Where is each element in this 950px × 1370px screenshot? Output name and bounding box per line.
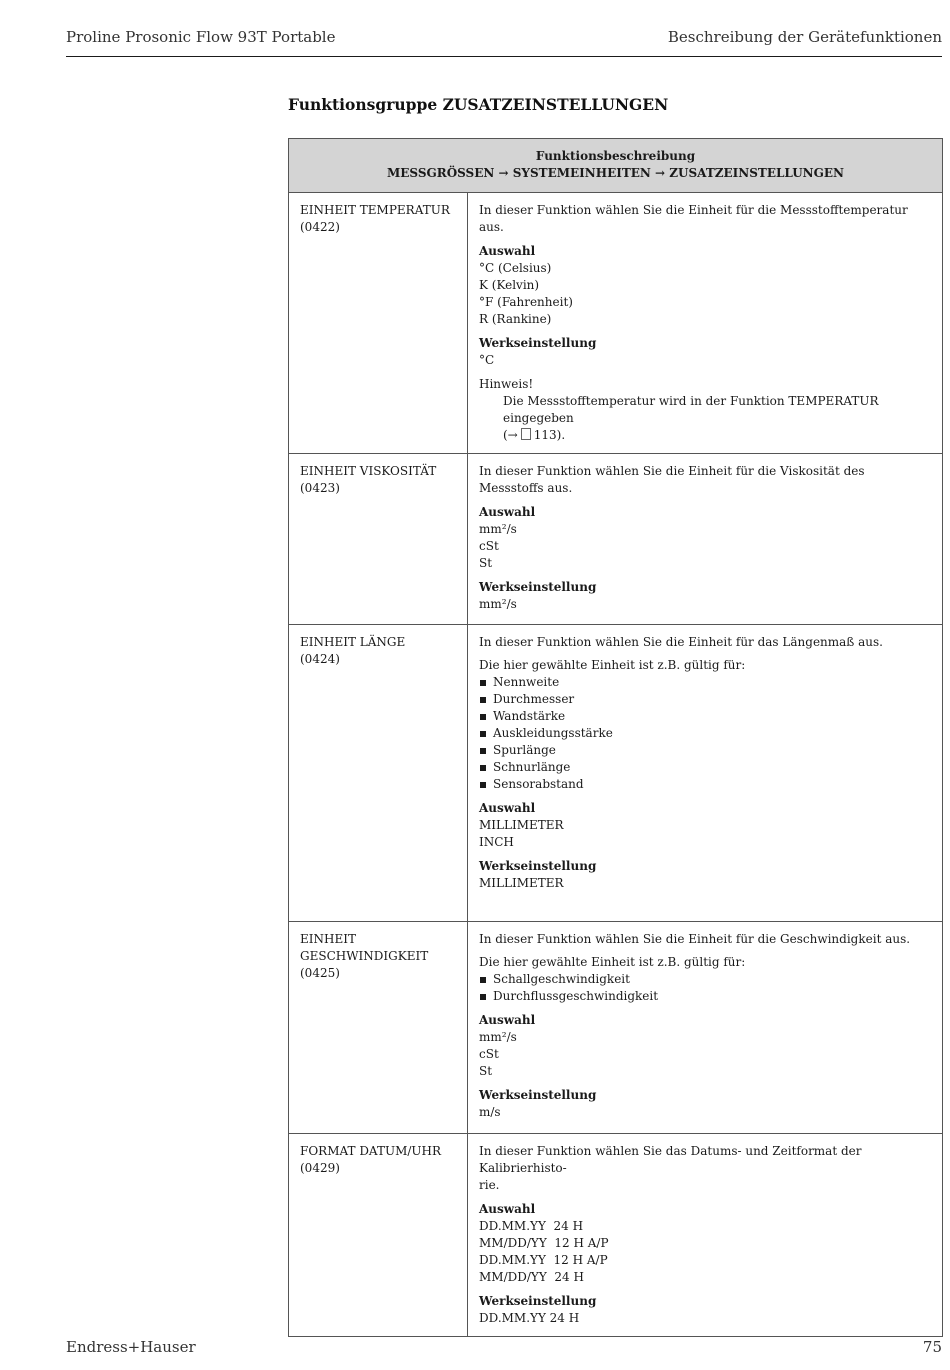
description-text: In dieser Funktion wählen Sie die Einheit für die Viskosität des Messstoffs aus. <box>479 464 865 495</box>
werkseinstellung-value: m/s <box>479 1105 501 1119</box>
option-item: St <box>479 556 493 570</box>
werkseinstellung-value: DD.MM.YY 24 H <box>479 1311 580 1325</box>
werkseinstellung-label: Werkseinstellung <box>479 1088 597 1102</box>
function-code: (0429) <box>300 1161 340 1175</box>
auswahl-label: Auswahl <box>479 244 536 258</box>
function-name: FORMAT DATUM/UHR <box>300 1144 442 1158</box>
list-item: Durchflussgeschwindigkeit <box>479 988 931 1005</box>
option-item: K (Kelvin) <box>479 278 540 292</box>
description-text: In dieser Funktion wählen Sie die Einheit für die Messstofftemperatur aus. <box>479 203 908 234</box>
function-description-cell <box>468 922 943 1134</box>
description-text: In dieser Funktion wählen Sie die Einheit für die Geschwindigkeit aus. <box>479 932 911 946</box>
list-item: Schallgeschwindigkeit <box>479 971 931 988</box>
function-code: (0422) <box>300 220 340 234</box>
description-text <box>479 1143 931 1194</box>
note-ref-arrow: (→ <box>503 428 518 442</box>
function-description-cell <box>468 193 943 454</box>
option-item: MM/DD/YY 12 H A/P <box>479 1236 609 1250</box>
page-header <box>66 28 942 57</box>
werkseinstellung-label: Werkseinstellung <box>479 1294 597 1308</box>
auswahl-label: Auswahl <box>479 801 536 815</box>
function-name: EINHEIT <box>300 932 356 946</box>
list-item: Wandstärke <box>479 708 931 725</box>
list-item: Durchmesser <box>479 691 931 708</box>
function-description-cell <box>468 625 943 922</box>
option-item: mm²/s <box>479 1030 517 1044</box>
note-reference <box>503 427 931 444</box>
table-row <box>289 454 943 625</box>
page-reference-icon <box>521 428 531 440</box>
table-header <box>289 139 943 193</box>
option-item: mm²/s <box>479 522 517 536</box>
function-code: (0425) <box>300 966 340 980</box>
function-name-cell <box>289 625 468 922</box>
description-text: In dieser Funktion wählen Sie die Einheit für das Längenmaß aus. <box>479 635 883 649</box>
description-line: In dieser Funktion wählen Sie das Datums- und Zeitformat der Kalibrierhisto- <box>479 1144 862 1175</box>
function-description-cell <box>468 454 943 625</box>
table-header-path: MESSGRÖSSEN → SYSTEMEINHEITEN → ZUSATZEINSTELLUNGEN <box>386 166 845 180</box>
option-item: INCH <box>479 835 514 849</box>
bullet-list <box>479 674 931 793</box>
note-label: Hinweis! <box>479 377 534 391</box>
list-item: Spurlänge <box>479 742 931 759</box>
option-item: °C (Celsius) <box>479 261 552 275</box>
auswahl-label: Auswahl <box>479 505 536 519</box>
function-table <box>288 138 943 1337</box>
section-title: Funktionsgruppe ZUSATZEINSTELLUNGEN <box>288 95 669 114</box>
option-item: DD.MM.YY 12 H A/P <box>479 1253 608 1267</box>
function-name-cell <box>289 454 468 625</box>
list-item: Sensorabstand <box>479 776 931 793</box>
table-row <box>289 922 943 1134</box>
option-item: R (Rankine) <box>479 312 552 326</box>
footer-brand: Endress+Hauser <box>66 1338 196 1356</box>
table-row <box>289 1134 943 1337</box>
option-item: DD.MM.YY 24 H <box>479 1219 584 1233</box>
option-item: °F (Fahrenheit) <box>479 295 573 309</box>
list-item: Nennweite <box>479 674 931 691</box>
function-name-cell <box>289 193 468 454</box>
werkseinstellung-label: Werkseinstellung <box>479 859 597 873</box>
note-ref-page: 113). <box>533 428 566 442</box>
note-body <box>479 393 931 444</box>
function-code: (0423) <box>300 481 340 495</box>
option-item: MM/DD/YY 24 H <box>479 1270 584 1284</box>
function-name: GESCHWINDIGKEIT <box>300 949 429 963</box>
function-name: EINHEIT VISKOSITÄT <box>300 464 437 478</box>
list-item: Schnurlänge <box>479 759 931 776</box>
option-item: cSt <box>479 1047 499 1061</box>
note-text: Die Messstofftemperatur wird in der Funktion TEMPERATUR eingegeben <box>503 394 879 425</box>
bullet-list <box>479 971 931 1005</box>
function-name-cell <box>289 922 468 1134</box>
function-name: EINHEIT TEMPERATUR <box>300 203 450 217</box>
werkseinstellung-value: MILLIMETER <box>479 876 564 890</box>
werkseinstellung-value: °C <box>479 353 495 367</box>
option-item: MILLIMETER <box>479 818 564 832</box>
werkseinstellung-label: Werkseinstellung <box>479 580 597 594</box>
header-section: Beschreibung der Gerätefunktionen <box>667 28 942 46</box>
option-item: St <box>479 1064 493 1078</box>
option-item: cSt <box>479 539 499 553</box>
header-title: Proline Prosonic Flow 93T Portable <box>66 28 336 46</box>
description-subtext: Die hier gewählte Einheit ist z.B. gültig für: <box>479 658 746 672</box>
auswahl-label: Auswahl <box>479 1013 536 1027</box>
table-header-title: Funktionsbeschreibung <box>535 149 696 163</box>
description-line: rie. <box>479 1178 500 1192</box>
page-number: 75 <box>922 1338 942 1356</box>
werkseinstellung-value: mm²/s <box>479 597 517 611</box>
list-item: Auskleidungsstärke <box>479 725 931 742</box>
table-row <box>289 625 943 922</box>
function-name: EINHEIT LÄNGE <box>300 635 406 649</box>
table-row <box>289 193 943 454</box>
werkseinstellung-label: Werkseinstellung <box>479 336 597 350</box>
function-code: (0424) <box>300 652 340 666</box>
function-description-cell <box>468 1134 943 1337</box>
auswahl-label: Auswahl <box>479 1202 536 1216</box>
description-subtext: Die hier gewählte Einheit ist z.B. gültig für: <box>479 955 746 969</box>
function-name-cell <box>289 1134 468 1337</box>
